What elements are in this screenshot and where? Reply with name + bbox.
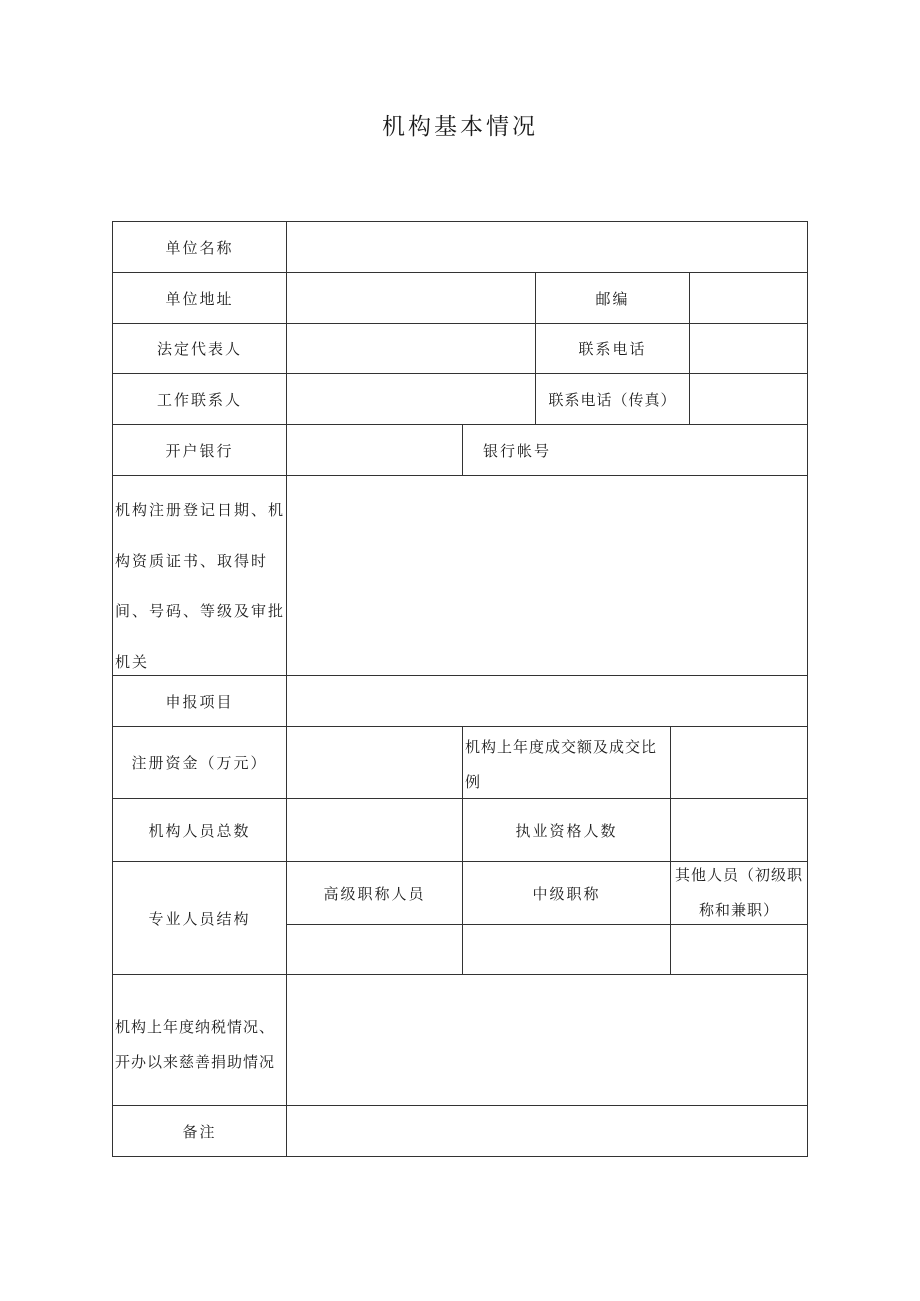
label-line: 机构上年度纳税情况、 xyxy=(115,1018,276,1036)
label-contact-phone-fax: 联系电话（传真） xyxy=(548,390,677,409)
contact-phone-field[interactable] xyxy=(690,324,807,373)
label-legal-rep: 法定代表人 xyxy=(156,340,242,358)
label-line: 称和兼职） xyxy=(698,901,779,919)
reg-capital-field[interactable] xyxy=(287,727,462,798)
remarks-field[interactable] xyxy=(287,1106,807,1156)
label-last-year-turnover xyxy=(463,727,670,798)
bank-field[interactable] xyxy=(287,425,462,475)
total-staff-field[interactable] xyxy=(287,799,462,861)
label-postcode: 邮编 xyxy=(595,289,630,308)
label-registration-info xyxy=(113,476,286,675)
contact-phone-fax-field[interactable] xyxy=(690,374,807,424)
label-other-staff xyxy=(671,862,807,924)
unit-address-field[interactable] xyxy=(287,273,535,323)
label-apply-project: 申报项目 xyxy=(165,692,234,711)
registration-info-field[interactable] xyxy=(287,476,807,675)
label-unit-address: 单位地址 xyxy=(165,289,234,308)
label-remarks: 备注 xyxy=(182,1122,217,1141)
label-line: 构资质证书、取得时 xyxy=(115,551,269,570)
label-line: 例 xyxy=(465,773,482,791)
label-line: 其他人员（初级职 xyxy=(674,866,803,884)
label-reg-capital: 注册资金（万元） xyxy=(131,754,268,772)
last-year-turnover-field[interactable] xyxy=(671,727,807,798)
organization-info-form xyxy=(112,221,808,1157)
label-staff-structure: 专业人员结构 xyxy=(148,909,251,928)
label-contact-phone: 联系电话 xyxy=(578,340,647,358)
senior-title-field[interactable] xyxy=(287,925,462,974)
legal-rep-field[interactable] xyxy=(287,324,535,373)
apply-project-field[interactable] xyxy=(287,676,807,726)
label-line: 开办以来慈善捐助情况 xyxy=(115,1053,276,1071)
label-tax-charity xyxy=(113,975,286,1105)
label-line: 机关 xyxy=(115,652,150,671)
label-line: 机构注册登记日期、机 xyxy=(115,501,286,519)
label-mid-title: 中级职称 xyxy=(532,884,601,903)
mid-title-field[interactable] xyxy=(463,925,670,974)
label-line: 间、号码、等级及审批 xyxy=(115,602,286,620)
label-unit-name: 单位名称 xyxy=(165,238,234,257)
postcode-field[interactable] xyxy=(690,273,807,323)
other-staff-field[interactable] xyxy=(671,925,807,974)
label-bank-account: 银行帐号 xyxy=(483,441,552,460)
tax-charity-field[interactable] xyxy=(287,975,807,1105)
label-bank: 开户银行 xyxy=(165,441,234,460)
page-title: 机构基本情况 xyxy=(382,114,538,140)
label-senior-title: 高级职称人员 xyxy=(323,884,426,903)
work-contact-field[interactable] xyxy=(287,374,535,424)
qualified-staff-field[interactable] xyxy=(671,799,807,861)
unit-name-field[interactable] xyxy=(287,222,807,272)
label-work-contact: 工作联系人 xyxy=(156,390,242,409)
label-line: 机构上年度成交额及成交比 xyxy=(465,738,658,756)
label-qualified-staff: 执业资格人数 xyxy=(515,821,618,840)
label-total-staff: 机构人员总数 xyxy=(148,821,251,840)
